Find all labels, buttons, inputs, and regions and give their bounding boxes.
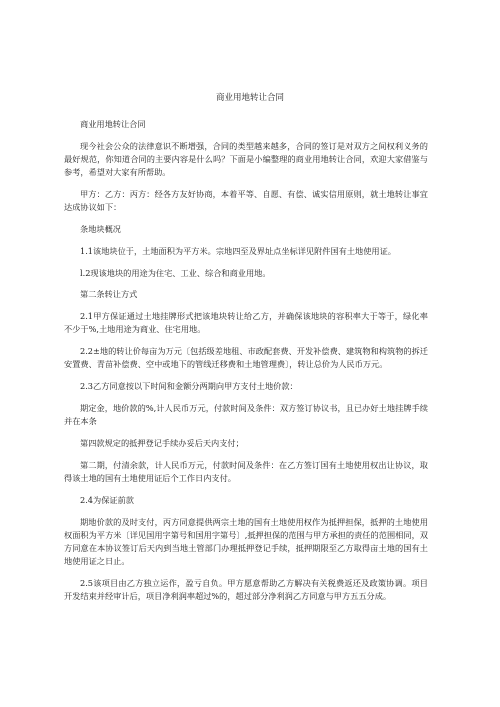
paragraph: 商业用地转让合同 xyxy=(80,119,146,129)
paragraph: 第二期，付清余款，计人民币万元，付款时间及条件：在乙方签订国有土地使用权出让协议，取得该土地的国有土地使用证后个工作日内支付。 xyxy=(64,459,428,483)
paragraph: 期地价款的及时支付，丙方同意提供两宗土地的国有土地使用权作为抵押担保，抵押的土地使用权面积为平方米〔详见国用字第号和国用字第号〕,抵押担保的范围与甲方承担的责任的范围相同，双方同意在本协议签订后天内到当地土管部门办理抵押登记手续，抵押期限至乙方取得亩土地的国有土地使用证之日止。 xyxy=(64,516,428,567)
paragraph: 现今社会公众的法律意识不断增强，合同的类型越来越多，合同的签订是对双方之间权利义务的最好规范，你知道合同的主要内容是什么吗？下面是小编整理的商业用地转让合同，欢迎大家借鉴与参考，希望对大家有所帮助。 xyxy=(64,140,428,178)
paragraph: 第四款规定的抵押登记手续办妥后天内支付； xyxy=(80,437,244,448)
document-title: 商业用地转让合同 xyxy=(215,93,284,103)
paragraph: 2.3乙方同意按以下时间和金额分两期向甲方支付土地价款： xyxy=(80,381,298,392)
paragraph: 2.2±地的转让价每亩为万元〔包括级差地租、市政配套费、开发补偿费、建筑物和构筑物的拆迁安置费、青苗补偿费、空中或地下的管线迁移费和土地管理费〕，转让总价为人民币万元。 xyxy=(64,346,428,370)
paragraph: 条地块概况 xyxy=(80,224,121,234)
paragraph: 2.5该项目由乙方独立运作，盈亏自负。甲方愿意帮助乙方解决有关税费返还及政策协调。项目开发结束并经审计后，项目净利润率超过%的，超过部分净利润乙方同意与甲方五五分成。 xyxy=(64,577,428,602)
paragraph: 2.4为保证前款 xyxy=(80,494,134,505)
paragraph: 期定金，地价款的%,计人民币万元，付款时间及条件：双方签订协议书，且已办好土地挂牌手续并在本条 xyxy=(64,402,428,427)
paragraph: 甲方：乙方：丙方：经各方友好协商，本着平等、自愿、有偿、诚实信用原则，就土地转让事宜达成协议如下： xyxy=(64,189,428,213)
paragraph: 2.1甲方保证通过土地挂牌形式把该地块转让给乙方，并确保该地块的容积率大于等于，绿化率不少于%,土地用途为商业、住宅用地。 xyxy=(64,311,428,335)
paragraph: 第二条转让方式 xyxy=(80,289,138,300)
paragraph: 1.1该地块位于，土地面积为平方米。宗地四至及界址点坐标详见附件国有土地使用证。 xyxy=(80,245,396,256)
paragraph: l.2现该地块的用途为住宅、工业、综合和商业用地。 xyxy=(80,267,271,278)
